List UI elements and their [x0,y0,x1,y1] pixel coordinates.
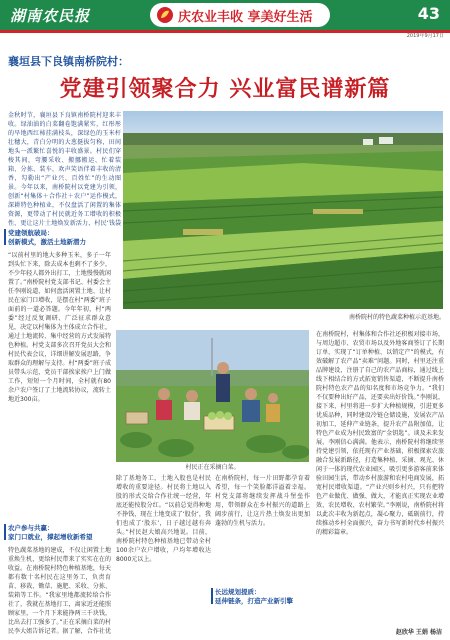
article-byline: 赵欣华 王娟 杨洁 [395,629,442,636]
slogan-badge [150,3,330,27]
article-intro: 金秋时节，襄垣县下良镇南桥院村迎来丰收。绿油油的白菜翻卷饱满紧实，红彤彤的旱地西红柿挂满枝头，深绿色的玉米杆壮穗大，青白分明的大葱挺拔匀称，田间地头一派繁忙喜悦的丰收盛景。村民们穿梭其间，弯腰采收、搬挪搬运、忙着装箱、分拣、装车，欢声笑语伴着丰收的清香，勾勒出“产业兴、百姓忙”的生动图景。今年以来，南桥院村以党建为引领，创新“村集体＋合作社＋农户”运作模式，深耕特色种植业，不仅盘活了闲置的集体资源，更带动了村民就近务工增收的积极性，更让这片土地焕发新活力，村民‘钱袋 [8,112,121,226]
article-kicker: 襄垣县下良镇南桥院村： [8,55,129,68]
section-marker [211,588,213,604]
field-photo-illustration [123,111,443,309]
article-column-3: 在南桥院村，每一片田野都孕育着希望，每一个笑脸都洋溢着幸福。村党支部将继续发挥战斗堡垒作用，带领群众在乡村振兴的道路上阔步前行，让这片热土焕发出更加蓬勃的生机与活力。 [215,475,310,527]
article-column-2: 除了基地务工，土地入股也是村民增收的重要途径。村民将土地以入股的形式交给合作社统一经营，年底还能按股分红。“以前总觉得种地不挣钱，现在土地变成了‘股份’，我们也成了‘股东’，日子越过越有奔头。”村民赵大娘高兴地说。目前，南桥院村特色种植基地已带动全村100余户农户增收，户均年增收达8000元以上。 [116,475,211,563]
section-marker [4,524,6,540]
harvest-photo-illustration [116,330,309,462]
section-subtitle: 延伸链条，打造产业新引擎 [215,597,293,605]
section-title: 农户参与共赢： [8,524,54,532]
page-number: 43 [417,4,440,23]
main-photo [123,111,443,309]
section-heading [8,524,93,542]
article-headline: 党建引领聚合力 兴业富民谱新篇 [59,76,391,102]
newspaper-brand: 湖南农民报 [10,7,91,25]
article-column-1: “以前村里的地大多种玉米，多子一年到头忙下来，除去成本也剩不了多少，不少年轻人都外出打工，土地慢慢就闲置了。”南桥院村党支部书记、村委会主任李刚说道，如何盘活闲置土地、让村民在家门口增收，是摆在村“两委”班子面前的一道必答题。今年年初，村“两委”经过反复调研、广泛征求群众意见，决定以村集体为主体成立合作社，通过土地流转、集中经营的方式发展特色种植。村党支部多次召开党员大会和村民代表会议，详细讲解发展思路，争取群众的理解与支持。村“两委”班子成员带头示范，党员干部挨家挨户上门做工作，短短一个月时间，全村就有80余户农户签订了土地流转协议，流转土地近300亩。 [8,252,111,403]
main-photo-caption: 南桥院村的特色蔬菜种植示范基地。 [348,314,445,321]
section-heading [215,588,293,606]
slogan-text: 庆农业丰收 享美好生活 [178,10,313,25]
section-title: 党建领航破局： [8,229,54,237]
article-column-4: 在南桥院村，村集体和合作社还积极对接市场，与周边超市、农贸市场以及外地客商签订了长期订单，实现了“订单种植、以销定产”的模式，有效破解了农产品“卖难”问题。同时，村里还注重品牌建设，注册了自己的农产品商标，通过线上线下相结合的方式拓宽销售渠道，不断提升南桥院村特色农产品的知名度和市场竞争力。“我们不仅要种出好产品，还要卖出好价钱。”李刚说，接下来，村里将进一步扩大种植规模，引进更多优质品种，同时建设冷链仓储设施，发展农产品初加工，延伸产业链条，提升农产品附加值，让特色产业成为村民致富的“金钥匙”。谈及未来发展，李刚信心满满。他表示，南桥院村将继续坚持党建引领，依托现有产业基础，积极探索农旅融合发展新路径，打造集种植、采摘、观光、休闲于一体的现代农业园区，吸引更多游客前来体验田园生活，带动乡村旅游和农村电商发展，拓宽村民增收渠道。“产业兴则乡村兴，只有把特色产业做优、做强、做大，才能真正实现农业增效、农民增收、农村繁荣。”李刚说，南桥院村将以此次丰收为新起点，凝心聚力，砥砺前行，持续推动乡村全面振兴，奋力书写新时代乡村振兴的精彩篇章。 [316,331,444,536]
page-header [0,0,450,30]
header-divider [0,30,450,33]
leaf-icon [156,6,174,24]
second-photo [116,330,309,462]
section-heading [8,229,86,247]
issue-date: 2019年9月17日 [406,33,444,39]
article-column-1-continued: 特色蔬菜基地的建成，不仅让闲置土地重焕生机，更给村民带来了实实在在的收益。在南桥院村特色种植基地，每天都有数十名村民在这里务工，负责育苗、移栽、锄草、施肥、采收、分拣、装箱等工作。“我家里地都流转给合作社了，我就在基地打工，离家近还能照顾家里，一个月下来能挣两三千块钱，比出去打工强多了。”正在采摘白菜的村民李大姐告诉记者。据了解，合作社优 [8,547,111,634]
section-title: 长远规划提质： [215,588,261,596]
section-subtitle: 创新模式，激活土地新潜力 [8,238,86,246]
section-marker [4,229,6,245]
second-photo-caption: 村民正在采摘白菜。 [185,464,240,471]
section-subtitle: 家门口就业，撑起增收新希望 [8,533,93,541]
